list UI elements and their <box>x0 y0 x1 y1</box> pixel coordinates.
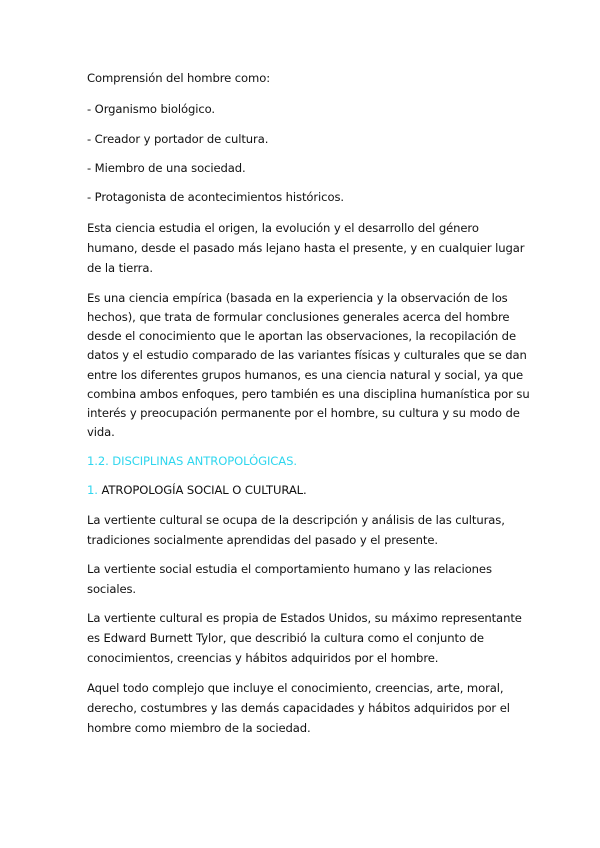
paragraph-line: desde el conocimiento que le aportan las observaciones, la recopilación de <box>87 329 516 343</box>
list-item: - Organismo biológico. <box>87 102 216 116</box>
paragraph-line: es Edward Burnett Tylor, que describió la cultura como el conjunto de <box>87 631 484 645</box>
paragraph-line: sociales. <box>87 582 137 596</box>
list-item: - Protagonista de acontecimientos históricos. <box>87 190 344 204</box>
paragraph-line: humano, desde el pasado más lejano hasta el presente, y en cualquier lugar <box>87 241 525 255</box>
subheading-text: ATROPOLOGÍA SOCIAL O CULTURAL. <box>101 483 307 497</box>
paragraph-line: combina ambos enfoques, pero también es una disciplina humanística por su <box>87 387 530 401</box>
paragraph-line: hechos), que trata de formular conclusiones generales acerca del hombre <box>87 310 510 324</box>
subheading-number: 1. <box>87 483 98 497</box>
paragraph-line: Es una ciencia empírica (basada en la experiencia y la observación de los <box>87 291 508 305</box>
paragraph-line: de la tierra. <box>87 261 153 275</box>
paragraph-line: tradiciones socialmente aprendidas del pasado y el presente. <box>87 533 438 547</box>
paragraph-line: datos y el estudio comparado de las variantes físicas y culturales que se dan <box>87 348 527 362</box>
paragraph-line: Aquel todo complejo que incluye el conocimiento, creencias, arte, moral, <box>87 681 504 695</box>
subheading <box>87 483 307 497</box>
paragraph-line: entre los diferentes grupos humanos, es una ciencia natural y social, ya que <box>87 368 523 382</box>
paragraph-line: derecho, costumbres y las demás capacidades y hábitos adquiridos por el <box>87 701 510 715</box>
paragraph-line: interés y preocupación permanente por el hombre, su cultura y su modo de <box>87 406 520 420</box>
paragraph-line: La vertiente social estudia el comportamiento humano y las relaciones <box>87 562 492 576</box>
paragraph-line: conocimientos, creencias y hábitos adquiridos por el hombre. <box>87 651 439 665</box>
paragraph-line: vida. <box>87 425 115 439</box>
section-heading: 1.2. DISCIPLINAS ANTROPOLÓGICAS. <box>87 454 297 468</box>
intro-text: Comprensión del hombre como: <box>87 71 271 85</box>
paragraph-line: hombre como miembro de la sociedad. <box>87 721 311 735</box>
list-item: - Miembro de una sociedad. <box>87 161 246 175</box>
paragraph-line: La vertiente cultural se ocupa de la descripción y análisis de las culturas, <box>87 513 505 527</box>
paragraph-line: La vertiente cultural es propia de Estados Unidos, su máximo representante <box>87 611 522 625</box>
paragraph-line: Esta ciencia estudia el origen, la evolución y el desarrollo del género <box>87 221 479 235</box>
list-item: - Creador y portador de cultura. <box>87 132 269 146</box>
